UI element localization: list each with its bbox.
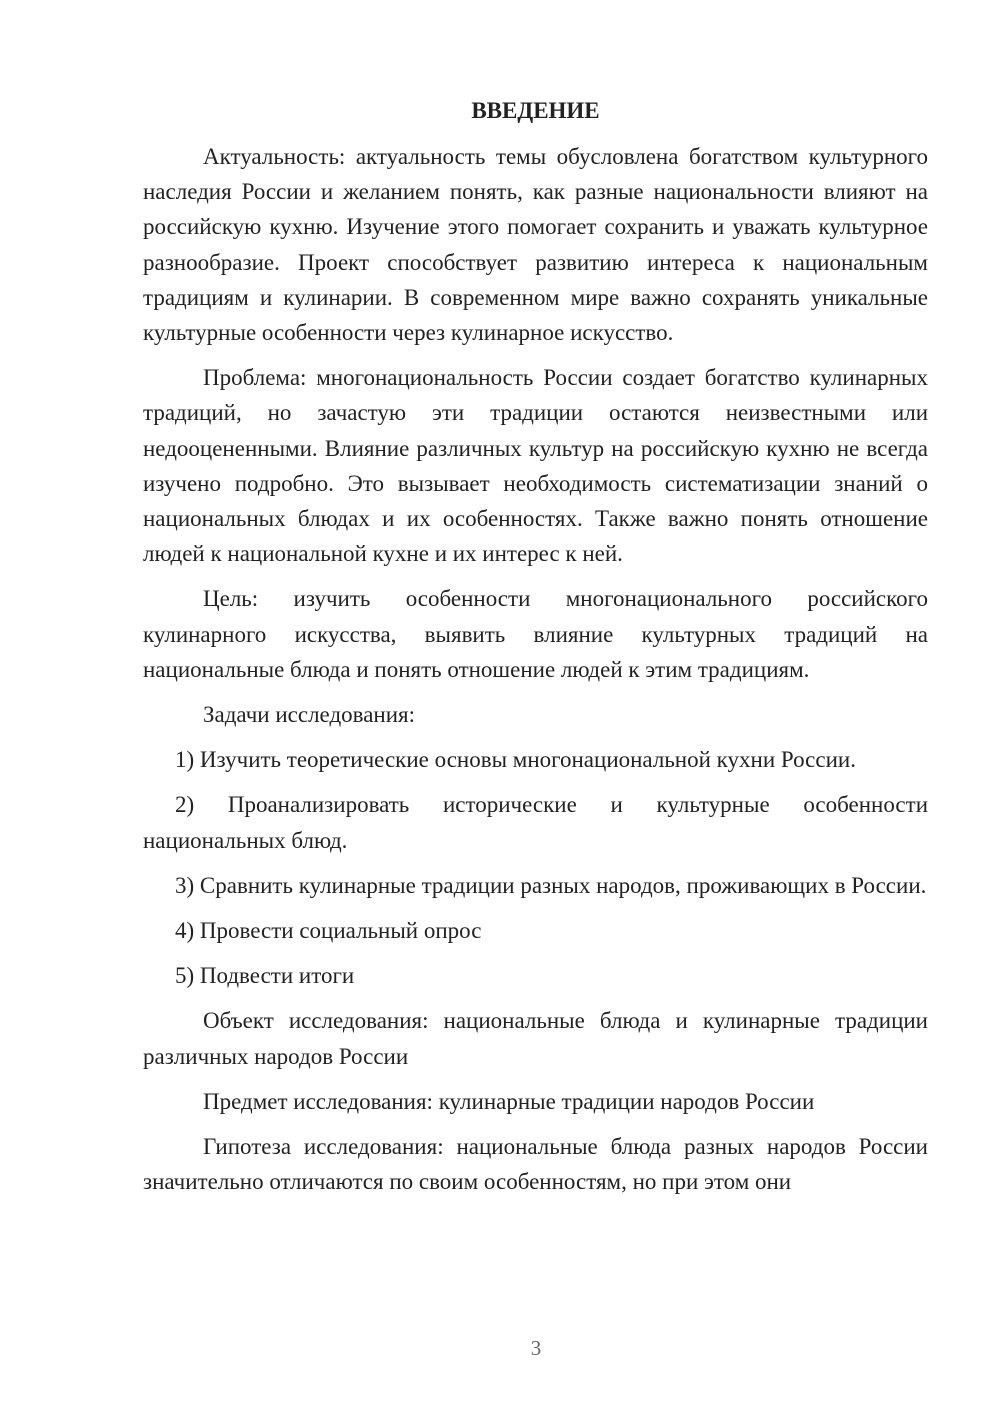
page-content <box>143 96 928 1209</box>
task-item-1: 1) Изучить теоретические основы многонациональной кухни России. <box>175 747 856 773</box>
task-item-5: 5) Подвести итоги <box>175 963 355 989</box>
paragraph-goal: Цель: изучить особенности многонационального российского кулинарного искусства, выявить влияние культурных традиций на национальные блюда и понять отношение людей к этим традициям. <box>143 586 928 682</box>
paragraph-object: Объект исследования: национальные блюда и кулинарные традиции различных народов России <box>143 1008 928 1069</box>
page-number: 3 <box>530 1336 542 1360</box>
paragraph-hypothesis: Гипотеза исследования: национальные блюда разных народов России значительно отличаются по своим особенностям, но при этом они <box>143 1134 928 1195</box>
paragraph-relevance: Актуальность: актуальность темы обусловлена богатством культурного наследия России и желанием понять, как разные национальности влияют на российскую кухню. Изучение этого помогает сохранить и уважать культурное разнообразие. Проект способствует развитию интереса к национальным традициям и кулинарии. В современном мире важно сохранять уникальные культурные особенности через кулинарное искусство. <box>143 144 928 346</box>
paragraph-subject: Предмет исследования: кулинарные традиции народов России <box>203 1088 815 1114</box>
tasks-heading: Задачи исследования: <box>203 702 416 728</box>
task-item-4: 4) Провести социальный опрос <box>175 918 482 944</box>
task-item-2: 2) Проанализировать исторические и культурные особенности национальных блюд. <box>143 792 928 853</box>
paragraph-problem: Проблема: многонациональность России создает богатство кулинарных традиций, но зачастую эти традиции остаются неизвестными или недооцененными. Влияние различных культур на российскую кухню не всегда изучено подробно. Это вызывает необходимость систематизации знаний о национальных блюдах и их особенностях. Также важно понять отношение людей к национальной кухне и их интерес к ней. <box>143 365 928 567</box>
task-item-3: 3) Сравнить кулинарные традиции разных народов, проживающих в России. <box>175 872 927 898</box>
page-title: ВВЕДЕНИЕ <box>471 98 600 123</box>
